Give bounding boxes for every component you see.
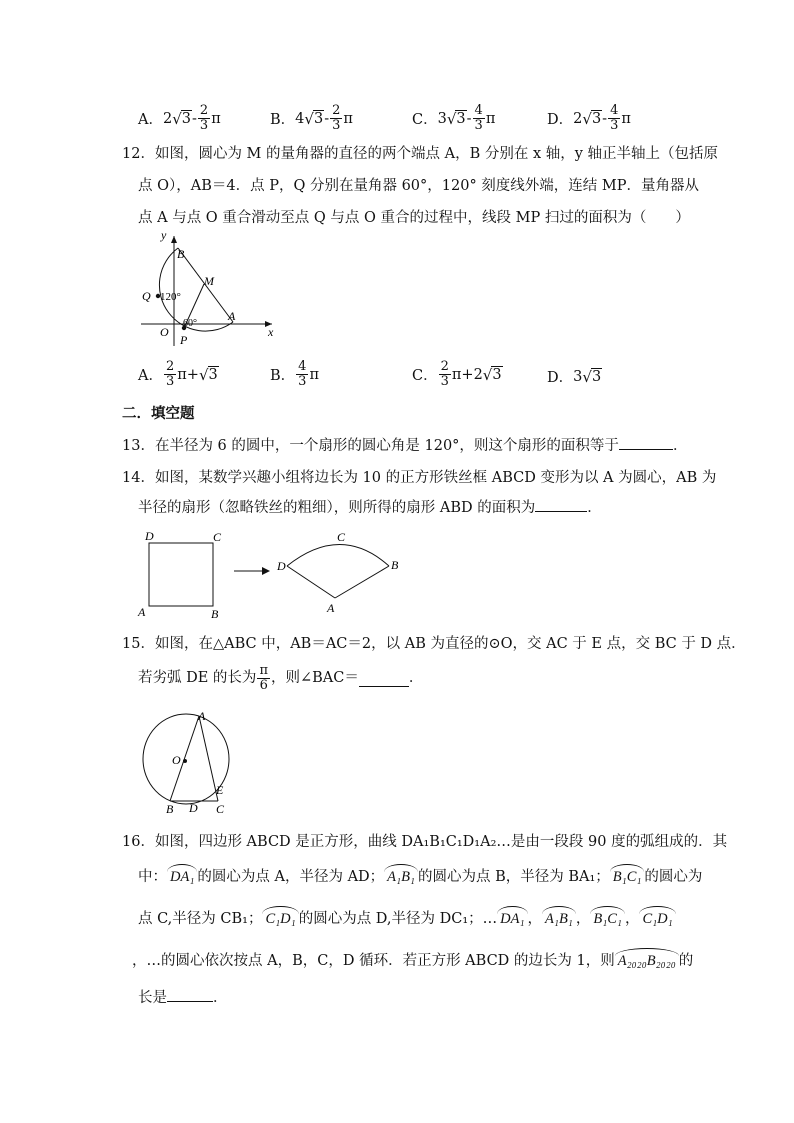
arc-a2020b2020: A₂₀₂₀B₂₀₂₀ (615, 948, 679, 971)
q15-line-2: 若劣弧 DE 的长为 $\frac{\pi}{6}$ ，则∠BAC＝ ． (138, 662, 424, 693)
q11-option-c: C． 3 √ 3 - $\frac{4}{3}$ π (412, 103, 496, 133)
label-60: 60° (183, 318, 197, 329)
sq-label-a: A (138, 605, 146, 619)
q13-blank (619, 449, 673, 450)
q14-line-2: 半径的扇形（忽略铁丝的粗细），则所得的扇形 ABD 的面积为 ． (138, 500, 602, 516)
q15-line-1: 15．如图，在△ABC 中，AB＝AC＝2，以 AB 为直径的⊙O，交 AC 于 E 点，交 BC 于 D 点． (122, 636, 746, 652)
label-e: E (216, 783, 224, 797)
q16-line-4: ，…的圆心依次按点 A，B，C，D 循环．若正方形 ABCD 的边长为 1，则 A₂₀₂₀B₂₀₂₀ 的 (132, 948, 693, 971)
sector-radius-ad (287, 566, 335, 598)
sector-radius-ab (335, 566, 389, 598)
arc-a1b1-list: A₁B₁ (542, 906, 576, 929)
q15-blank (359, 670, 409, 687)
label-d: D (189, 801, 198, 815)
arc-a1b1: A₁B₁ (384, 864, 418, 887)
label-o: O (160, 325, 169, 339)
label-x: x (268, 325, 274, 339)
sq-label-d: D (145, 529, 154, 543)
label-120: 120° (160, 291, 181, 303)
arc-c1d1-list: C₁D₁ (639, 906, 675, 929)
sec-label-b: B (391, 558, 399, 572)
square-abcd (149, 543, 213, 606)
label-b: B (177, 247, 185, 261)
sq-label-b: B (211, 607, 219, 621)
q12-option-b: B． $\frac{4}{3}$ π (270, 359, 319, 389)
arc-da1: DA₁ (167, 864, 197, 887)
label-a: A (228, 309, 236, 323)
sec-label-c: C (337, 530, 346, 544)
label-b: B (166, 802, 174, 816)
q12-option-c: C． $\frac{2}{3}$ π+2 √ 3 (412, 359, 502, 389)
label-c: C (216, 802, 225, 816)
sq-label-c: C (213, 530, 222, 544)
arc-da1-list: DA₁ (497, 906, 527, 929)
label-a: A (198, 709, 206, 723)
arc-b1c1: B₁C₁ (610, 864, 645, 887)
sec-label-d: D (277, 559, 286, 573)
q12-line-2: 点 O），AB＝4．点 P，Q 分别在量角器 60°，120° 刻度线外端，连结 MP．量角器从 (138, 178, 700, 194)
q14-figure (136, 526, 416, 622)
q12-line-3: 点 A 与点 O 重合滑动至点 Q 与点 O 重合的过程中，线段 MP 扫过的面积为（ ） (138, 210, 690, 226)
q16-line-1: 16．如图，四边形 ABCD 是正方形，曲线 DA₁B₁C₁D₁A₂…是由一段段 90 度的弧组成的．其 (122, 834, 728, 850)
q14-blank (535, 511, 587, 512)
q12-option-d: D． 3 √ 3 (547, 367, 602, 386)
arrow-head (262, 567, 270, 575)
label-y: y (161, 228, 167, 242)
sec-label-a: A (327, 601, 335, 615)
q14-line-1: 14．如图，某数学兴趣小组将边长为 10 的正方形铁丝框 ABCD 变形为以 A 为圆心，AB 为 (122, 470, 717, 486)
y-axis-arrow (171, 236, 177, 243)
label-m: M (204, 274, 214, 288)
q11-option-b: B． 4 √ 3 - $\frac{2}{3}$ π (270, 103, 353, 133)
q12-figure (136, 228, 286, 350)
q13-text: 13．在半径为 6 的圆中，一个扇形的圆心角是 120°，则这个扇形的面积等于 ． (122, 438, 688, 454)
q12-option-a: A． $\frac{2}{3}$ π+ √ 3 (138, 359, 218, 389)
q15-figure (136, 706, 256, 818)
label-p: P (180, 333, 188, 347)
sector-arc (287, 545, 389, 567)
q12-line-1: 12．如图，圆心为 M 的量角器的直径的两个端点 A，B 分别在 x 轴，y 轴正半轴上（包括原 (122, 146, 719, 162)
arc-b1c1-list: B₁C₁ (590, 906, 625, 929)
q16-line-5: 长是 ． (138, 990, 228, 1006)
label-q: Q (142, 289, 151, 303)
q16-line-2: 中： DA₁ 的圆心为点 A，半径为 AD； A₁B₁ 的圆心为点 B，半径为 BA₁； B₁C₁ 的圆心为 (138, 864, 702, 887)
q16-blank (167, 1001, 213, 1002)
q11-option-a: A． 2 √ 3 - $\frac{2}{3}$ π (138, 103, 221, 133)
arc-c1d1: C₁D₁ (262, 906, 298, 929)
q16-line-3: 点 C,半径为 CB₁； C₁D₁ 的圆心为点 D,半径为 DC₁；… DA₁ ， A₁B₁ ， B₁C₁ ， C₁D₁ (138, 906, 676, 929)
label-o: O (172, 753, 181, 767)
section-heading: 二．填空题 (122, 405, 195, 422)
center-o (183, 759, 187, 763)
q11-option-d: D． 2 √ 3 - $\frac{4}{3}$ π (547, 103, 631, 133)
